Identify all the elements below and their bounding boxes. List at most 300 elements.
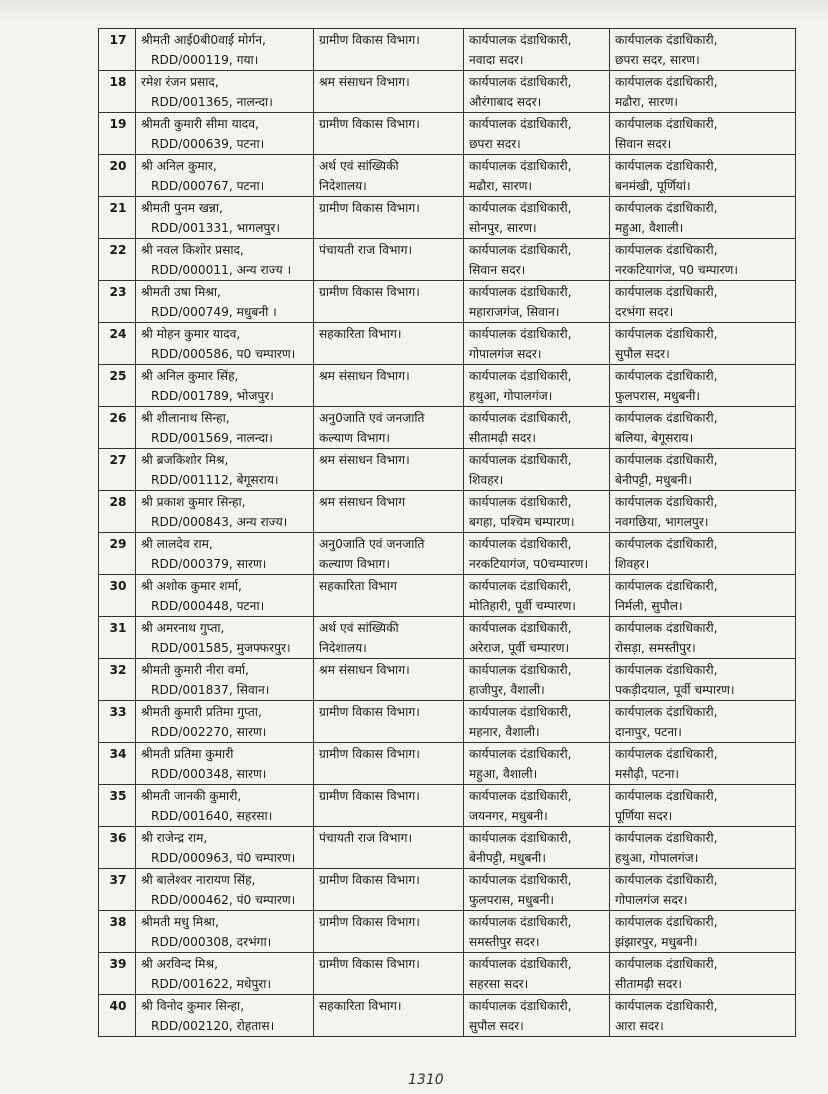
new-posting [610, 533, 796, 575]
department [314, 323, 464, 365]
transfer-table [98, 28, 796, 1037]
table-row [99, 155, 796, 197]
department-line-1: सहकारिता विभाग [319, 579, 397, 593]
current-posting [464, 617, 610, 659]
serial-number [99, 29, 136, 71]
department-line-2: कल्याण विभाग। [319, 557, 390, 571]
current-posting [464, 659, 610, 701]
officer-name [136, 911, 314, 953]
serial-number [99, 953, 136, 995]
department-line-1: अर्थ एवं सांख्यिकी [319, 621, 399, 635]
current-posting-line-2: सीतामढ़ी सदर। [469, 431, 536, 445]
serial-number [99, 281, 136, 323]
officer-name [136, 29, 314, 71]
department-line-1: श्रम संसाधन विभाग। [319, 663, 410, 677]
serial-number-line-1: 38 [109, 915, 127, 929]
department-line-1: श्रम संसाधन विभाग। [319, 453, 410, 467]
serial-number-line-1: 19 [109, 117, 127, 131]
serial-number [99, 197, 136, 239]
department-line-1: श्रम संसाधन विभाग। [319, 75, 410, 89]
current-posting [464, 113, 610, 155]
new-posting-line-2: बलिया, बेगूसराय। [615, 431, 694, 445]
current-posting-line-2: सोनपुर, सारण। [469, 221, 537, 235]
officer-name-line-1: श्री लालदेव राम, [141, 537, 213, 551]
serial-number [99, 785, 136, 827]
officer-name-line-2: RDD/001569, नालन्दा। [151, 431, 273, 445]
current-posting-line-1: कार्यपालक दंडाधिकारी, [469, 663, 572, 677]
officer-name-line-2: RDD/001365, नालन्दा। [151, 95, 273, 109]
officer-name [136, 113, 314, 155]
serial-number [99, 365, 136, 407]
new-posting-line-1: कार्यपालक दंडाधिकारी, [615, 453, 718, 467]
new-posting-line-2: बनमंखी, पूर्णियां। [615, 179, 691, 193]
serial-number-line-1: 23 [109, 285, 127, 299]
department-line-1: ग्रामीण विकास विभाग। [319, 201, 420, 215]
department-line-1: ग्रामीण विकास विभाग। [319, 915, 420, 929]
current-posting-line-1: कार्यपालक दंडाधिकारी, [469, 285, 572, 299]
current-posting-line-1: कार्यपालक दंडाधिकारी, [469, 831, 572, 845]
new-posting-line-1: कार्यपालक दंडाधिकारी, [615, 789, 718, 803]
table-row [99, 113, 796, 155]
officer-name-line-2: RDD/000119, गया। [151, 53, 259, 67]
current-posting-line-2: सहरसा सदर। [469, 977, 529, 991]
new-posting [610, 491, 796, 533]
table-row [99, 827, 796, 869]
new-posting-line-2: पूर्णिया सदर। [615, 809, 673, 823]
current-posting [464, 911, 610, 953]
table-row [99, 281, 796, 323]
serial-number [99, 911, 136, 953]
new-posting [610, 71, 796, 113]
serial-number [99, 449, 136, 491]
serial-number-line-1: 26 [109, 411, 127, 425]
current-posting [464, 785, 610, 827]
current-posting-line-1: कार्यपालक दंडाधिकारी, [469, 75, 572, 89]
current-posting [464, 995, 610, 1037]
current-posting-line-1: कार्यपालक दंडाधिकारी, [469, 705, 572, 719]
table-row [99, 785, 796, 827]
officer-name-line-1: श्रीमती कुमारी नीरा वर्मा, [141, 663, 249, 677]
current-posting-line-2: बगहा, पश्चिम चम्पारण। [469, 515, 575, 529]
current-posting-line-1: कार्यपालक दंडाधिकारी, [469, 327, 572, 341]
department [314, 71, 464, 113]
new-posting-line-1: कार्यपालक दंडाधिकारी, [615, 579, 718, 593]
new-posting-line-2: रोसड़ा, समस्तीपुर। [615, 641, 696, 655]
serial-number-line-1: 21 [109, 201, 127, 215]
serial-number [99, 71, 136, 113]
serial-number-line-1: 34 [109, 747, 127, 761]
officer-name [136, 407, 314, 449]
department [314, 575, 464, 617]
new-posting-line-1: कार्यपालक दंडाधिकारी, [615, 327, 718, 341]
new-posting-line-2: झंझारपुर, मधुबनी। [615, 935, 698, 949]
officer-name [136, 659, 314, 701]
department-line-1: सहकारिता विभाग। [319, 999, 402, 1013]
department-line-1: ग्रामीण विकास विभाग। [319, 705, 420, 719]
officer-name [136, 281, 314, 323]
department-line-1: ग्रामीण विकास विभाग। [319, 789, 420, 803]
serial-number-line-1: 35 [109, 789, 127, 803]
officer-name-line-1: श्री अशोक कुमार शर्मा, [141, 579, 242, 593]
officer-name [136, 71, 314, 113]
new-posting-line-1: कार्यपालक दंडाधिकारी, [615, 873, 718, 887]
new-posting-line-1: कार्यपालक दंडाधिकारी, [615, 33, 718, 47]
table-row [99, 449, 796, 491]
new-posting [610, 365, 796, 407]
department-line-1: श्रम संसाधन विभाग। [319, 369, 410, 383]
current-posting-line-1: कार्यपालक दंडाधिकारी, [469, 159, 572, 173]
table-row [99, 575, 796, 617]
serial-number [99, 323, 136, 365]
new-posting-line-1: कार्यपालक दंडाधिकारी, [615, 957, 718, 971]
table-row [99, 533, 796, 575]
current-posting-line-1: कार्यपालक दंडाधिकारी, [469, 495, 572, 509]
serial-number [99, 995, 136, 1037]
officer-name-line-1: श्री बालेश्वर नारायण सिंह, [141, 873, 256, 887]
department-line-1: सहकारिता विभाग। [319, 327, 402, 341]
current-posting [464, 407, 610, 449]
department-line-1: ग्रामीण विकास विभाग। [319, 873, 420, 887]
serial-number-line-1: 37 [109, 873, 127, 887]
table-row [99, 869, 796, 911]
current-posting-line-2: जयनगर, मधुबनी। [469, 809, 548, 823]
new-posting-line-1: कार्यपालक दंडाधिकारी, [615, 159, 718, 173]
new-posting [610, 701, 796, 743]
current-posting [464, 743, 610, 785]
officer-name-line-2: RDD/001789, भोजपुर। [151, 389, 274, 403]
new-posting-line-2: आरा सदर। [615, 1019, 664, 1033]
serial-number-line-1: 32 [109, 663, 127, 677]
officer-name [136, 533, 314, 575]
new-posting-line-2: मढौरा, सारण। [615, 95, 679, 109]
officer-name [136, 743, 314, 785]
new-posting-line-2: बेनीपट्टी, मधुबनी। [615, 473, 692, 487]
new-posting [610, 29, 796, 71]
serial-number-line-1: 18 [109, 75, 127, 89]
table-row [99, 365, 796, 407]
officer-name [136, 617, 314, 659]
new-posting [610, 827, 796, 869]
current-posting-line-1: कार्यपालक दंडाधिकारी, [469, 201, 572, 215]
officer-name-line-2: RDD/000767, पटना। [151, 179, 265, 193]
serial-number-line-1: 33 [109, 705, 127, 719]
new-posting-line-2: हथुआ, गोपालगंज। [615, 851, 699, 865]
new-posting-line-2: पकड़ीदयाल, पूर्वी चम्पारण। [615, 683, 735, 697]
current-posting-line-2: महुआ, वैशाली। [469, 767, 538, 781]
current-posting-line-1: कार्यपालक दंडाधिकारी, [469, 789, 572, 803]
new-posting-line-2: मसौढ़ी, पटना। [615, 767, 680, 781]
serial-number [99, 701, 136, 743]
department [314, 281, 464, 323]
table-row [99, 617, 796, 659]
officer-name [136, 239, 314, 281]
department [314, 449, 464, 491]
new-posting-line-2: शिवहर। [615, 557, 650, 571]
new-posting-line-2: गोपालगंज सदर। [615, 893, 688, 907]
officer-name-line-1: श्री प्रकाश कुमार सिन्हा, [141, 495, 246, 509]
new-posting-line-1: कार्यपालक दंडाधिकारी, [615, 705, 718, 719]
department-line-1: अनु0जाति एवं जनजाति [319, 537, 425, 551]
serial-number [99, 113, 136, 155]
officer-name-line-1: श्रीमती मधु मिश्रा, [141, 915, 219, 929]
table-row [99, 911, 796, 953]
serial-number [99, 239, 136, 281]
officer-name [136, 155, 314, 197]
new-posting-line-1: कार्यपालक दंडाधिकारी, [615, 999, 718, 1013]
officer-name-line-1: श्री नवल किशोर प्रसाद, [141, 243, 244, 257]
officer-name-line-1: श्री अरविन्द मिश्र, [141, 957, 218, 971]
serial-number-line-1: 20 [109, 159, 127, 173]
officer-name-line-1: श्रीमती उषा मिश्रा, [141, 285, 221, 299]
department-line-1: ग्रामीण विकास विभाग। [319, 33, 420, 47]
new-posting [610, 449, 796, 491]
serial-number-line-1: 36 [109, 831, 127, 845]
table-row [99, 197, 796, 239]
department [314, 239, 464, 281]
new-posting-line-1: कार्यपालक दंडाधिकारी, [615, 495, 718, 509]
new-posting-line-2: सीतामढ़ी सदर। [615, 977, 682, 991]
officer-name-line-2: RDD/001112, बेगूसराय। [151, 473, 279, 487]
new-posting-line-1: कार्यपालक दंडाधिकारी, [615, 201, 718, 215]
current-posting-line-2: बेनीपट्टी, मधुबनी। [469, 851, 546, 865]
department-line-2: निदेशालय। [319, 641, 367, 655]
transfer-table-body [99, 29, 796, 1037]
officer-name [136, 869, 314, 911]
officer-name-line-2: RDD/001331, भागलपुर। [151, 221, 280, 235]
officer-name-line-1: श्रीमती जानकी कुमारी, [141, 789, 242, 803]
officer-name-line-2: RDD/000963, पं0 चम्पारण। [151, 851, 296, 865]
department [314, 659, 464, 701]
current-posting-line-2: मोतिहारी, पूर्वी चम्पारण। [469, 599, 576, 613]
officer-name-line-2: RDD/000348, सारण। [151, 767, 267, 781]
department [314, 533, 464, 575]
new-posting [610, 659, 796, 701]
serial-number-line-1: 27 [109, 453, 127, 467]
new-posting-line-1: कार्यपालक दंडाधिकारी, [615, 621, 718, 635]
officer-name-line-1: श्रीमती कुमारी प्रतिमा गुप्ता, [141, 705, 262, 719]
serial-number [99, 827, 136, 869]
department [314, 617, 464, 659]
new-posting [610, 239, 796, 281]
current-posting-line-2: औरंगाबाद सदर। [469, 95, 542, 109]
new-posting-line-2: छपरा सदर, सारण। [615, 53, 700, 67]
serial-number-line-1: 39 [109, 957, 127, 971]
department-line-1: पंचायती राज विभाग। [319, 243, 413, 257]
officer-name-line-1: श्री शीलानाथ सिन्हा, [141, 411, 230, 425]
department [314, 869, 464, 911]
table-row [99, 491, 796, 533]
department-line-1: ग्रामीण विकास विभाग। [319, 117, 420, 131]
current-posting-line-2: शिवहर। [469, 473, 504, 487]
department-line-1: ग्रामीण विकास विभाग। [319, 957, 420, 971]
department-line-1: ग्रामीण विकास विभाग। [319, 285, 420, 299]
department [314, 491, 464, 533]
new-posting-line-1: कार्यपालक दंडाधिकारी, [615, 663, 718, 677]
table-row [99, 29, 796, 71]
serial-number-line-1: 40 [109, 999, 127, 1013]
serial-number [99, 155, 136, 197]
table-row [99, 239, 796, 281]
current-posting [464, 281, 610, 323]
department [314, 365, 464, 407]
current-posting-line-1: कार्यपालक दंडाधिकारी, [469, 243, 572, 257]
serial-number-line-1: 22 [109, 243, 127, 257]
officer-name-line-2: RDD/001640, सहरसा। [151, 809, 273, 823]
current-posting-line-1: कार्यपालक दंडाधिकारी, [469, 453, 572, 467]
current-posting-line-2: अरेराज, पूर्वी चम्पारण। [469, 641, 570, 655]
department-line-2: कल्याण विभाग। [319, 431, 390, 445]
department-line-1: श्रम संसाधन विभाग [319, 495, 406, 509]
officer-name [136, 365, 314, 407]
current-posting [464, 533, 610, 575]
new-posting-line-1: कार्यपालक दंडाधिकारी, [615, 285, 718, 299]
table-row [99, 71, 796, 113]
current-posting-line-2: छपरा सदर। [469, 137, 521, 151]
current-posting-line-1: कार्यपालक दंडाधिकारी, [469, 621, 572, 635]
new-posting [610, 953, 796, 995]
department [314, 29, 464, 71]
page-number: 1310 [408, 1072, 444, 1088]
current-posting [464, 953, 610, 995]
serial-number [99, 869, 136, 911]
new-posting [610, 617, 796, 659]
serial-number-line-1: 29 [109, 537, 127, 551]
current-posting [464, 239, 610, 281]
officer-name-line-1: श्रीमती कुमारी सीमा यादव, [141, 117, 259, 131]
current-posting-line-1: कार्यपालक दंडाधिकारी, [469, 411, 572, 425]
officer-name-line-2: RDD/001585, मुजफ्फरपुर। [151, 641, 291, 655]
current-posting [464, 701, 610, 743]
table-row [99, 701, 796, 743]
new-posting-line-1: कार्यपालक दंडाधिकारी, [615, 537, 718, 551]
current-posting-line-2: नवादा सदर। [469, 53, 524, 67]
current-posting-line-2: सिवान सदर। [469, 263, 526, 277]
officer-name-line-1: श्री मोहन कुमार यादव, [141, 327, 241, 341]
current-posting-line-1: कार्यपालक दंडाधिकारी, [469, 747, 572, 761]
serial-number [99, 617, 136, 659]
table-row [99, 995, 796, 1037]
current-posting [464, 323, 610, 365]
department [314, 953, 464, 995]
serial-number-line-1: 30 [109, 579, 127, 593]
officer-name [136, 785, 314, 827]
serial-number-line-1: 28 [109, 495, 127, 509]
current-posting-line-2: मढौरा, सारण। [469, 179, 533, 193]
new-posting [610, 785, 796, 827]
officer-name [136, 323, 314, 365]
current-posting [464, 491, 610, 533]
serial-number [99, 659, 136, 701]
officer-name [136, 995, 314, 1037]
current-posting [464, 827, 610, 869]
new-posting [610, 407, 796, 449]
serial-number [99, 533, 136, 575]
officer-name-line-2: RDD/002270, सारण। [151, 725, 267, 739]
table-row [99, 323, 796, 365]
department [314, 113, 464, 155]
current-posting-line-1: कार्यपालक दंडाधिकारी, [469, 915, 572, 929]
officer-name-line-2: RDD/000843, अन्य राज्य। [151, 515, 288, 529]
serial-number [99, 407, 136, 449]
new-posting [610, 575, 796, 617]
department [314, 911, 464, 953]
current-posting-line-2: हाजीपुर, वैशाली। [469, 683, 545, 697]
current-posting [464, 29, 610, 71]
officer-name-line-2: RDD/000639, पटना। [151, 137, 265, 151]
new-posting-line-1: कार्यपालक दंडाधिकारी, [615, 747, 718, 761]
new-posting-line-2: निर्मली, सुपौल। [615, 599, 683, 613]
new-posting-line-2: नरकटियागंज, प0 चम्पारण। [615, 263, 738, 277]
officer-name-line-2: RDD/000749, मधुबनी । [151, 305, 277, 319]
new-posting-line-2: दरभंगा सदर। [615, 305, 674, 319]
serial-number-line-1: 24 [109, 327, 127, 341]
current-posting-line-1: कार्यपालक दंडाधिकारी, [469, 369, 572, 383]
officer-name-line-2: RDD/001622, मधेपुरा। [151, 977, 272, 991]
department-line-1: अनु0जाति एवं जनजाति [319, 411, 425, 425]
officer-name [136, 827, 314, 869]
new-posting-line-2: फुलपरास, मधुबनी। [615, 389, 700, 403]
new-posting [610, 155, 796, 197]
serial-number-line-1: 17 [109, 33, 127, 47]
officer-name-line-1: श्री अनिल कुमार, [141, 159, 217, 173]
officer-name-line-1: श्री अमरनाथ गुप्ता, [141, 621, 225, 635]
new-posting-line-1: कार्यपालक दंडाधिकारी, [615, 831, 718, 845]
department-line-2: निदेशालय। [319, 179, 367, 193]
officer-name-line-1: श्री राजेन्द्र राम, [141, 831, 208, 845]
current-posting [464, 71, 610, 113]
current-posting [464, 869, 610, 911]
new-posting [610, 743, 796, 785]
current-posting [464, 197, 610, 239]
officer-name [136, 575, 314, 617]
current-posting-line-2: गोपालगंज सदर। [469, 347, 542, 361]
department [314, 407, 464, 449]
current-posting-line-2: महाराजगंज, सिवान। [469, 305, 560, 319]
department [314, 785, 464, 827]
new-posting-line-2: नवगछिया, भागलपुर। [615, 515, 709, 529]
current-posting-line-2: फुलपरास, मधुबनी। [469, 893, 554, 907]
new-posting [610, 197, 796, 239]
current-posting-line-1: कार्यपालक दंडाधिकारी, [469, 33, 572, 47]
serial-number [99, 575, 136, 617]
officer-name-line-1: रमेश रंजन प्रसाद, [141, 75, 219, 89]
new-posting-line-1: कार्यपालक दंडाधिकारी, [615, 369, 718, 383]
officer-name-line-1: श्रीमती आई0बी0वाई मोर्गन, [141, 33, 266, 47]
current-posting [464, 155, 610, 197]
new-posting [610, 323, 796, 365]
new-posting-line-1: कार्यपालक दंडाधिकारी, [615, 411, 718, 425]
new-posting-line-1: कार्यपालक दंडाधिकारी, [615, 75, 718, 89]
department-line-1: अर्थ एवं सांख्यिकी [319, 159, 399, 173]
officer-name [136, 953, 314, 995]
new-posting [610, 281, 796, 323]
current-posting [464, 575, 610, 617]
officer-name [136, 491, 314, 533]
officer-name-line-2: RDD/000462, पं0 चम्पारण। [151, 893, 296, 907]
table-row [99, 743, 796, 785]
table-row [99, 407, 796, 449]
new-posting [610, 995, 796, 1037]
department [314, 701, 464, 743]
current-posting [464, 449, 610, 491]
new-posting [610, 869, 796, 911]
officer-name [136, 449, 314, 491]
officer-name [136, 197, 314, 239]
department [314, 197, 464, 239]
officer-name-line-1: श्री विनोद कुमार सिन्हा, [141, 999, 245, 1013]
current-posting-line-2: महनार, वैशाली। [469, 725, 540, 739]
new-posting-line-2: सुपौल सदर। [615, 347, 670, 361]
